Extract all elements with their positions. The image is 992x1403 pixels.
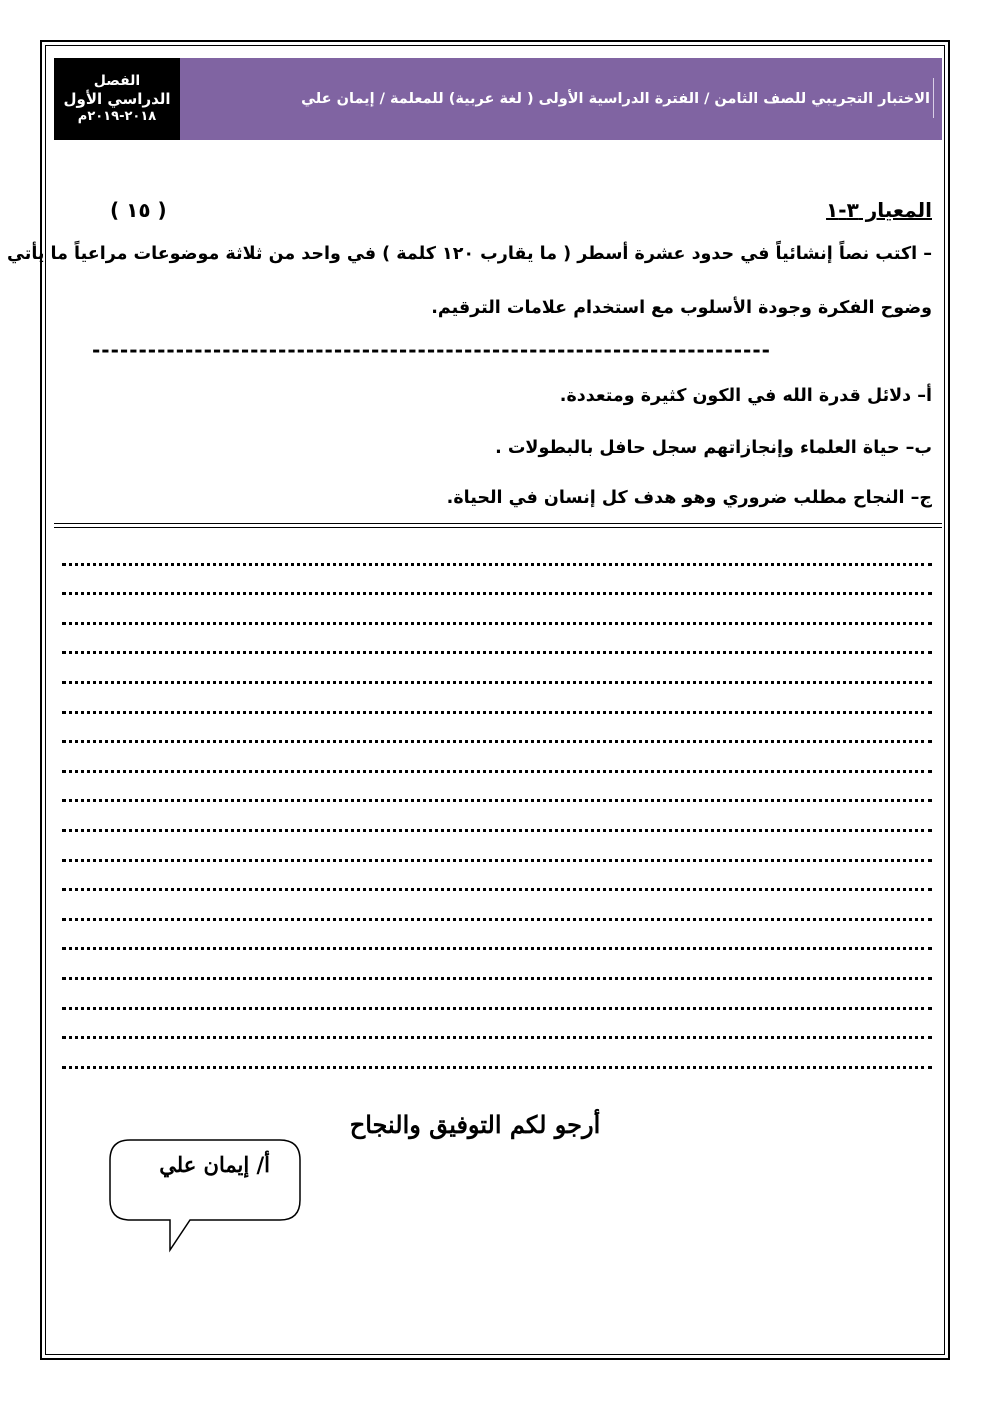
topic-a: أ– دلائل قدرة الله في الكون كثيرة ومتعددة. [559,386,932,406]
exam-title: الاختبار التجريبي للصف الثامن / الفترة الدراسية الأولى ( لغة عربية) للمعلمة / إيمان علي [301,91,930,107]
writing-line[interactable] [62,802,932,832]
writing-line[interactable] [62,654,932,684]
writing-line[interactable] [62,595,932,625]
header-bar [54,58,942,140]
score-label: ( ١٥ ) [110,198,167,222]
writing-line[interactable] [62,773,932,803]
standard-label: المعيار ٣-١ [826,198,932,222]
writing-line[interactable] [62,714,932,744]
teacher-signature: أ/ إيمان علي [159,1152,270,1177]
writing-line[interactable] [62,1010,932,1040]
term-line-1: الفصل [93,72,141,89]
writing-line[interactable] [62,891,932,921]
exam-title-banner [180,58,942,140]
term-line-2: الدراسي الأول [63,90,171,109]
writing-line[interactable] [62,921,932,951]
writing-line[interactable] [62,950,932,980]
writing-line[interactable] [62,980,932,1010]
writing-line[interactable] [62,625,932,655]
closing-wish: أرجو لكم التوفيق والنجاح [349,1110,601,1139]
writing-line[interactable] [62,1039,932,1069]
writing-line[interactable] [62,566,932,596]
writing-line[interactable] [62,536,932,566]
writing-area[interactable] [62,536,932,1069]
writing-line[interactable] [62,832,932,862]
term-year: ٢٠١٨-٢٠١٩م [77,109,157,124]
task-instruction-line-2: وضوح الفكرة وجودة الأسلوب مع استخدام علامات الترقيم. [431,298,932,318]
topic-c: ج– النجاح مطلب ضروري وهو هدف كل إنسان في الحياة. [446,488,932,508]
task-instruction-line-1: – اكتب نصاً إنشائياً في حدود عشرة أسطر ( ما يقارب ١٢٠ كلمة ) في واحد من ثلاثة موضوعات مراعياً ما يأتي [7,244,932,264]
term-box [54,58,180,140]
dashed-separator: ------------------------------------------------------------------------- [92,338,771,362]
writing-line[interactable] [62,684,932,714]
writing-line[interactable] [62,743,932,773]
writing-line[interactable] [62,862,932,892]
topic-b: ب– حياة العلماء وإنجازاتهم سجل حافل بالبطولات . [495,438,932,458]
double-rule-divider [54,523,942,528]
